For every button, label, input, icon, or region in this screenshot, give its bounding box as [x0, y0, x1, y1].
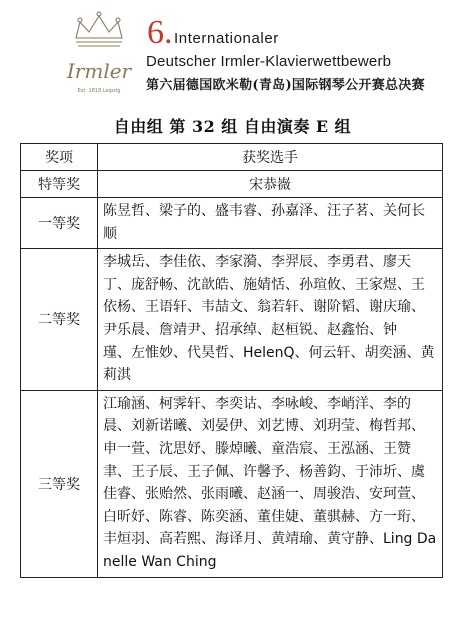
irmler-logo — [54, 8, 144, 103]
winners-cell: 陈昱哲、梁子的、盛韦睿、孙嘉泽、汪子茗、关何长顺 — [98, 198, 443, 249]
table-row — [21, 171, 443, 198]
table-header-row — [21, 144, 443, 171]
header-banner — [0, 0, 465, 105]
header-line-3: 第六届德国欧米勒(青岛)国际钢琴公开赛总决赛 — [146, 78, 425, 93]
winners-cell: 宋恭嶶 — [98, 171, 443, 198]
page-title: 自由组 第 32 组 自由演奏 E 组 — [113, 117, 352, 136]
results-table — [20, 143, 443, 578]
award-cell: 特等奖 — [21, 171, 98, 198]
award-cell: 三等奖 — [21, 390, 98, 577]
header-line-2: Deutscher Irmler-Klavierwettbewerb — [146, 53, 392, 70]
column-header-award: 奖项 — [21, 144, 98, 171]
column-header-winners: 获奖选手 — [98, 144, 443, 171]
winners-cell: 李城岳、李佳依、李家漪、李羿辰、李勇君、廖天丁、庞舒畅、沈歆皓、施婧恬、孙瑄攸、王家煜、王依杨、王语轩、韦喆文、翁若轩、谢阶韬、谢庆瑜、尹乐晨、詹靖尹、招承绰、赵桓锐、赵鑫怡、钟 瑾、左惟妙、代昊哲、HelenQ、何云轩、胡奕涵、黄莉淇 — [98, 249, 443, 391]
table-row — [21, 390, 443, 577]
svg-text:Irmler: Irmler — [66, 59, 132, 83]
svg-text:Est. 1818 Leipzig: Est. 1818 Leipzig — [77, 88, 121, 94]
winners-cell: 江瑜涵、柯霁轩、李奕诂、李咏峻、李峭洋、李的晨、刘新诺曦、刘晏伊、刘艺博、刘玥莹、梅哲邦、申一萱、沈思妤、滕焯曦、童浩宸、王泓涵、王赞聿、王子辰、王子佩、许馨予、杨善鈞、于沛圻、虞佳睿、张贻然、张雨曦、赵涵一、周骏浩、安珂萱、白昕妤、陈睿、陈奕涵、董佳婕、董骐赫、方一珩、丰烜羽、高若熙、海译月、黄靖瑜、黄守静、Ling Danelle Wan Ching — [98, 390, 443, 577]
table-row — [21, 249, 443, 391]
table-row — [21, 198, 443, 249]
header-line-1: Internationaler — [174, 30, 279, 47]
award-cell: 一等奖 — [21, 198, 98, 249]
award-cell: 二等奖 — [21, 249, 98, 391]
edition-number: 6. — [147, 14, 173, 51]
crown-icon — [54, 8, 144, 103]
